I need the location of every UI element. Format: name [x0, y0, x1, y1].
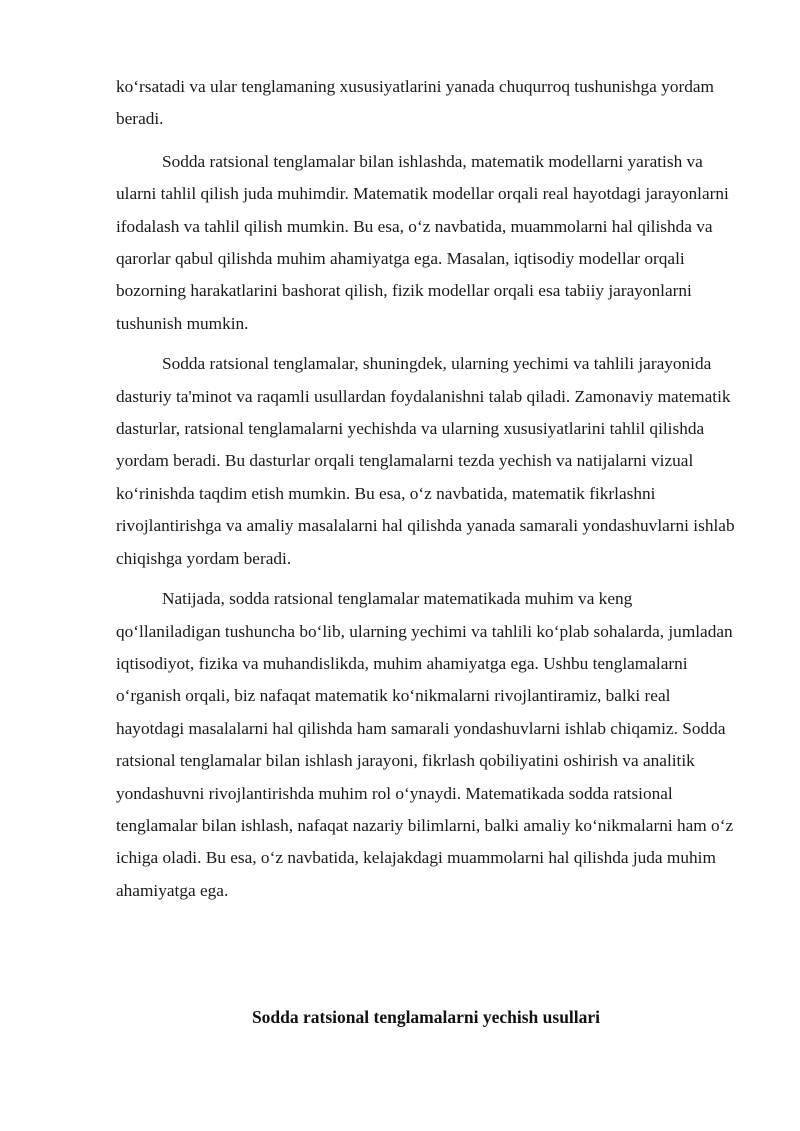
paragraph-mathematical-models: Sodda ratsional tenglamalar bilan ishlashda, matematik modellarni yaratish va ularni tahlil qilish juda muhimdir. Matematik modellar orqali real hayotdagi jarayonlarni ifodalash va tahlil qilish mumkin. Bu esa, o‘z navbatida, muammolarni hal qilishda va qarorlar qabul qilishda muhim ahamiyatga ega. Masalan, iqtisodiy modellar orqali bozorning harakatlarini bashorat qilish, fizik modellar orqali esa tabiiy jarayonlarni tushunish mumkin. — [116, 151, 729, 333]
document-body — [116, 71, 736, 915]
paragraph-conclusion: Natijada, sodda ratsional tenglamalar matematikada muhim va keng qo‘llaniladigan tushuncha bo‘lib, ularning yechimi va tahlili ko‘plab sohalarda, jumladan iqtisodiyot, fizika va muhandislikda, muhim ahamiyatga ega. Ushbu tenglamalarni o‘rganish orqali, biz nafaqat matematik ko‘nikmalarni rivojlantiramiz, balki real hayotdagi masalalarni hal qilishda ham samarali yondashuvlarni ishlab chiqamiz. Sodda ratsional tenglamalar bilan ishlash jarayoni, fikrlash qobiliyatini oshirish va analitik yondashuvni rivojlantirishda muhim rol o‘ynaydi. Matematikada sodda ratsional tenglamalar bilan ishlash, nafaqat nazariy bilimlarni, balki amaliy ko‘nikmalarni ham o‘z ichiga oladi. Bu esa, o‘z navbatida, kelajakdagi muammolarni hal qilishda juda muhim ahamiyatga ega. — [116, 589, 734, 900]
paragraph-continuation: ko‘rsatadi va ular tenglamaning xususiyatlarini yanada chuqurroq tushunishga yordam beradi. — [116, 77, 714, 129]
section-heading: Sodda ratsional tenglamalarni yechish usullari — [251, 1007, 601, 1027]
paragraph-software-tools: Sodda ratsional tenglamalar, shuningdek, ularning yechimi va tahlili jarayonida dasturiy ta'minot va raqamli usullardan foydalanishni talab qiladi. Zamonaviy matematik dasturlar, ratsional tenglamalarni yechishda va ularning xususiyatlarini tahlil qilishda yordam beradi. Bu dasturlar orqali tenglamalarni tezda yechish va natijalarni vizual ko‘rinishda taqdim etish mumkin. Bu esa, o‘z navbatida, matematik fikrlashni rivojlantirishga va amaliy masalalarni hal qilishda yanada samarali yondashuvlarni ishlab chiqishga yordam beradi. — [116, 354, 735, 568]
